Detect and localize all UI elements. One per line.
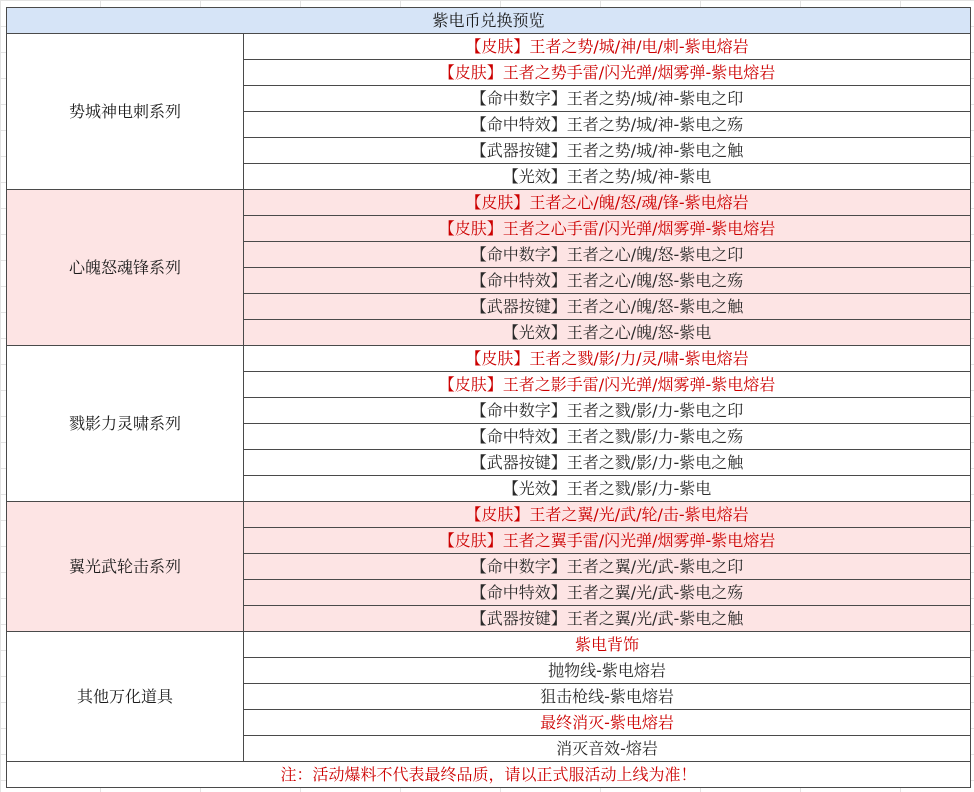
item-cell[interactable]: 【命中特效】王者之心/魄/怒-紫电之殇 [244, 268, 971, 294]
table-row [7, 502, 971, 528]
item-cell[interactable]: 【光效】王者之势/城/神-紫电 [244, 164, 971, 190]
exchange-preview-table [6, 7, 971, 788]
table-title[interactable]: 紫电币兑换预览 [7, 8, 971, 34]
item-cell[interactable]: 【武器按键】王者之翼/光/武-紫电之触 [244, 606, 971, 632]
item-cell[interactable]: 【皮肤】王者之势/城/神/电/刺-紫电熔岩 [244, 34, 971, 60]
table-row [7, 632, 971, 658]
category-cell[interactable]: 戮影力灵啸系列 [7, 346, 244, 502]
item-cell[interactable]: 【皮肤】王者之翼/光/武/轮/击-紫电熔岩 [244, 502, 971, 528]
item-cell[interactable]: 消灭音效-熔岩 [244, 736, 971, 762]
table-row [7, 34, 971, 60]
item-cell[interactable]: 抛物线-紫电熔岩 [244, 658, 971, 684]
note-row [7, 762, 971, 788]
item-cell[interactable]: 【武器按键】王者之势/城/神-紫电之触 [244, 138, 971, 164]
table-row [7, 346, 971, 372]
title-row [7, 8, 971, 34]
category-cell[interactable]: 翼光武轮击系列 [7, 502, 244, 632]
item-cell[interactable]: 最终消灭-紫电熔岩 [244, 710, 971, 736]
category-cell[interactable]: 势城神电刺系列 [7, 34, 244, 190]
item-cell[interactable]: 【皮肤】王者之心手雷/闪光弹/烟雾弹-紫电熔岩 [244, 216, 971, 242]
item-cell[interactable]: 【皮肤】王者之翼手雷/闪光弹/烟雾弹-紫电熔岩 [244, 528, 971, 554]
item-cell[interactable]: 【武器按键】王者之戮/影/力-紫电之触 [244, 450, 971, 476]
item-cell[interactable]: 【命中特效】王者之翼/光/武-紫电之殇 [244, 580, 971, 606]
item-cell[interactable]: 【命中数字】王者之势/城/神-紫电之印 [244, 86, 971, 112]
item-cell[interactable]: 【光效】王者之戮/影/力-紫电 [244, 476, 971, 502]
disclaimer-note[interactable]: 注：活动爆料不代表最终品质，请以正式服活动上线为准！ [7, 762, 971, 788]
item-cell[interactable]: 【武器按键】王者之心/魄/怒-紫电之触 [244, 294, 971, 320]
item-cell[interactable]: 紫电背饰 [244, 632, 971, 658]
item-cell[interactable]: 【命中数字】王者之戮/影/力-紫电之印 [244, 398, 971, 424]
item-cell[interactable]: 【皮肤】王者之心/魄/怒/魂/锋-紫电熔岩 [244, 190, 971, 216]
item-cell[interactable]: 【命中数字】王者之心/魄/怒-紫电之印 [244, 242, 971, 268]
item-cell[interactable]: 【皮肤】王者之势手雷/闪光弹/烟雾弹-紫电熔岩 [244, 60, 971, 86]
category-cell[interactable]: 心魄怒魂锋系列 [7, 190, 244, 346]
item-cell[interactable]: 狙击枪线-紫电熔岩 [244, 684, 971, 710]
item-cell[interactable]: 【命中特效】王者之势/城/神-紫电之殇 [244, 112, 971, 138]
item-cell[interactable]: 【皮肤】王者之影手雷/闪光弹/烟雾弹-紫电熔岩 [244, 372, 971, 398]
table-row [7, 190, 971, 216]
category-cell[interactable]: 其他万化道具 [7, 632, 244, 762]
item-cell[interactable]: 【命中特效】王者之戮/影/力-紫电之殇 [244, 424, 971, 450]
item-cell[interactable]: 【光效】王者之心/魄/怒-紫电 [244, 320, 971, 346]
item-cell[interactable]: 【命中数字】王者之翼/光/武-紫电之印 [244, 554, 971, 580]
item-cell[interactable]: 【皮肤】王者之戮/影/力/灵/啸-紫电熔岩 [244, 346, 971, 372]
